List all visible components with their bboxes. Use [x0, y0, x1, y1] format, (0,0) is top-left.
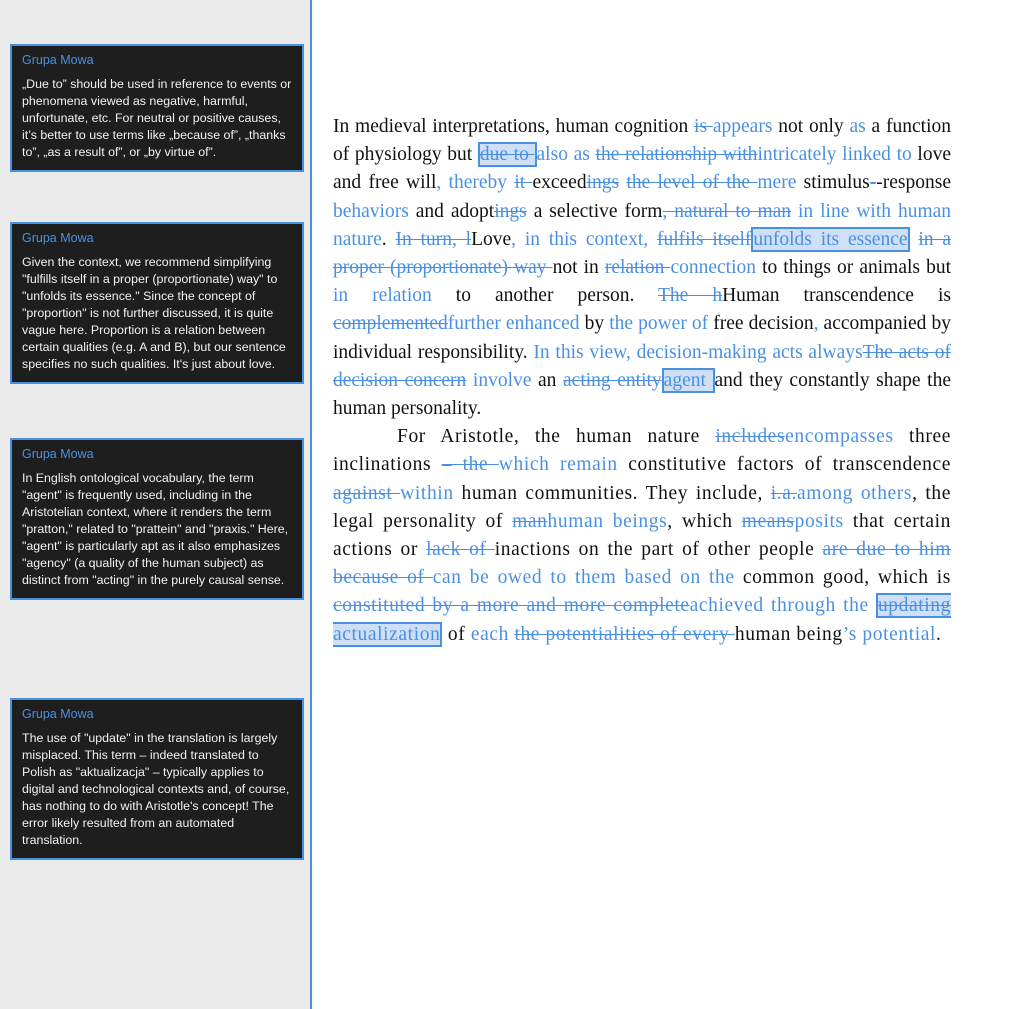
- text-run: common good, which is: [734, 567, 951, 589]
- inserted-text: among others: [796, 482, 913, 504]
- deleted-text: due to: [479, 144, 535, 166]
- comment-card[interactable]: [10, 438, 304, 600]
- comment-author: Grupa Mowa: [22, 53, 94, 67]
- inserted-text: behaviors: [333, 200, 409, 222]
- comment-card[interactable]: [10, 222, 304, 384]
- inserted-text: agent: [663, 369, 713, 391]
- deleted-text: the level of the: [626, 172, 758, 194]
- text-run: accompanied by individual responsibility.: [333, 313, 951, 363]
- comment-highlight[interactable]: [662, 368, 715, 393]
- deleted-text: constituted by a more and more complete: [333, 595, 690, 617]
- deleted-text: , natural to man: [662, 200, 792, 222]
- deleted-text: updating: [877, 595, 951, 617]
- text-run: human communities. They include,: [453, 482, 771, 504]
- inserted-text: ’s potential: [842, 623, 937, 645]
- paragraph: [333, 423, 951, 649]
- deleted-text: means: [741, 510, 795, 532]
- text-run: by: [579, 313, 610, 335]
- comment-highlight[interactable]: [478, 142, 537, 167]
- inserted-text: as: [849, 116, 866, 137]
- comment-card[interactable]: [10, 44, 304, 172]
- inserted-text: in line with human nature: [333, 200, 952, 250]
- inserted-text: which remain: [498, 454, 618, 476]
- inserted-text: each: [470, 623, 509, 645]
- text-run: love and free will: [333, 144, 951, 194]
- text-run: in: [494, 539, 512, 561]
- text-run: three inclinations: [333, 426, 951, 476]
- document-body[interactable]: [333, 113, 951, 649]
- inserted-text: the power of: [609, 313, 709, 335]
- text-run: -response: [876, 172, 951, 194]
- inserted-text: human beings: [547, 510, 668, 532]
- text-run: human being: [734, 623, 843, 645]
- deleted-text: relation: [604, 257, 671, 279]
- deleted-text: The h: [658, 285, 723, 307]
- text-run: [869, 595, 876, 616]
- text-run: [648, 229, 657, 250]
- deleted-text: the relationship with: [595, 144, 758, 166]
- inserted-text: In this view, decision-making acts always: [533, 341, 863, 363]
- deleted-text: against: [333, 482, 401, 504]
- inserted-text: encompasses: [785, 426, 894, 448]
- inserted-text: posits: [794, 510, 844, 532]
- text-run: [466, 370, 473, 391]
- comment-author: Grupa Mowa: [22, 447, 94, 461]
- inserted-text: ,: [813, 313, 819, 335]
- text-run: and they constantly shape the human personality.: [333, 369, 951, 420]
- deleted-text: the potentialities of every: [514, 623, 735, 645]
- inserted-text: further enhanced: [447, 313, 580, 335]
- text-run: not in: [552, 257, 605, 279]
- deleted-text: i.a.: [770, 482, 797, 504]
- inserted-text: actualization: [333, 623, 441, 645]
- text-run: , which: [667, 510, 742, 532]
- comment-text: „Due to” should be used in reference to events or phenomena viewed as negative, harmful, unfortunate, etc. For neutral or positive causes, it’s better to use terms like „because of”, „thanks to”, „as a result of”, or „by virtue of”.: [22, 77, 292, 159]
- deleted-text: The acts of decision concern: [333, 341, 951, 391]
- text-run: that certain actions or: [333, 510, 951, 561]
- text-run: to things or animals but: [756, 257, 951, 279]
- inserted-text: in relation: [333, 285, 432, 307]
- deleted-text: – the: [441, 454, 499, 476]
- text-run: free decision: [708, 313, 814, 335]
- deleted-text: it: [514, 172, 533, 194]
- comments-sidebar: [0, 0, 312, 1009]
- inserted-text: also as: [536, 144, 596, 166]
- deleted-text: man: [512, 510, 548, 532]
- text-run: .: [381, 228, 396, 250]
- deleted-text: includes: [715, 426, 786, 448]
- text-run: of: [442, 623, 471, 645]
- deleted-text: is: [694, 116, 713, 137]
- deleted-text: acting entity: [563, 369, 662, 391]
- inserted-text: involve: [472, 369, 532, 391]
- deleted-text: ings: [586, 172, 620, 194]
- inserted-text: appears: [712, 116, 773, 137]
- text-run: and adopt: [408, 200, 495, 222]
- paragraph: [333, 113, 951, 423]
- text-run: actions on the part of other people: [511, 539, 823, 561]
- comment-card[interactable]: [10, 698, 304, 860]
- deleted-text: complemented: [333, 313, 448, 335]
- text-run: not only: [772, 116, 850, 137]
- inserted-text: intricately linked to: [757, 144, 912, 166]
- comment-text: The use of "update" in the translation is largely misplaced. This term – indeed translated to Polish as "aktualizacja" – typically applies to digital and technological contexts and, of course, has nothing to do with Aristotle's concept! The error likely resulted from an automated translation.: [22, 731, 290, 847]
- text-run: a function of physiology but: [333, 116, 952, 166]
- text-run: to another person.: [431, 285, 658, 307]
- inserted-text: unfolds its essence: [753, 228, 908, 250]
- deleted-text: lack of: [426, 539, 495, 561]
- comment-highlight[interactable]: [751, 227, 909, 252]
- inserted-text: achieved through the: [689, 595, 869, 617]
- text-run: For Aristotle, the human nature: [397, 426, 716, 448]
- inserted-text: mere: [757, 172, 797, 194]
- deleted-text: are due to him because of: [333, 539, 951, 589]
- comment-text: In English ontological vocabulary, the term "agent" is frequently used, including in the Aristotelian context, where it renders the term "pratton," related to "prattein" and "praxis." Here, "agent" is particularly apt as it also emphasizes "agency" (a quality of the human subject) as distinct from "acting" in the purely causal sense.: [22, 471, 289, 587]
- comment-author: Grupa Mowa: [22, 231, 94, 245]
- text-run: a selective form: [526, 200, 663, 222]
- text-run: Human transcendence is: [722, 285, 951, 307]
- comment-author: Grupa Mowa: [22, 707, 94, 721]
- text-run: an: [531, 369, 564, 391]
- text-run: Love: [471, 228, 512, 250]
- text-run: [791, 201, 798, 222]
- text-run: stimulus: [796, 172, 870, 194]
- inserted-text: can be owed to them based on the: [432, 567, 735, 589]
- inserted-text: within: [400, 482, 454, 504]
- text-run: .: [936, 623, 942, 645]
- deleted-text: -: [869, 172, 877, 194]
- text-run: exceed: [532, 172, 587, 194]
- deleted-text: fulfils itself: [656, 228, 752, 250]
- comment-text: Given the context, we recommend simplifying "fulfills itself in a proper (proportionate) way" to "unfolds its essence." Since the concept of "proportion" is not further discussed, it is quite vague here. Proportion is a relation between certain qualities (e.g. A and B), but our sentence specifies no such qualities. It's just about love.: [22, 255, 286, 371]
- text-run: In medieval interpretations, human cognition: [333, 116, 695, 137]
- deleted-text: in a proper (proportionate) way: [333, 228, 952, 279]
- deleted-text: ings: [494, 200, 527, 222]
- inserted-text: , in this context,: [511, 228, 649, 250]
- inserted-text: connection: [670, 257, 757, 279]
- inserted-text: , thereby: [436, 172, 508, 194]
- text-run: constitutive factors of transcendence: [617, 454, 951, 476]
- text-run: , the legal personality of: [333, 482, 951, 532]
- deleted-text: In turn, l: [395, 228, 472, 250]
